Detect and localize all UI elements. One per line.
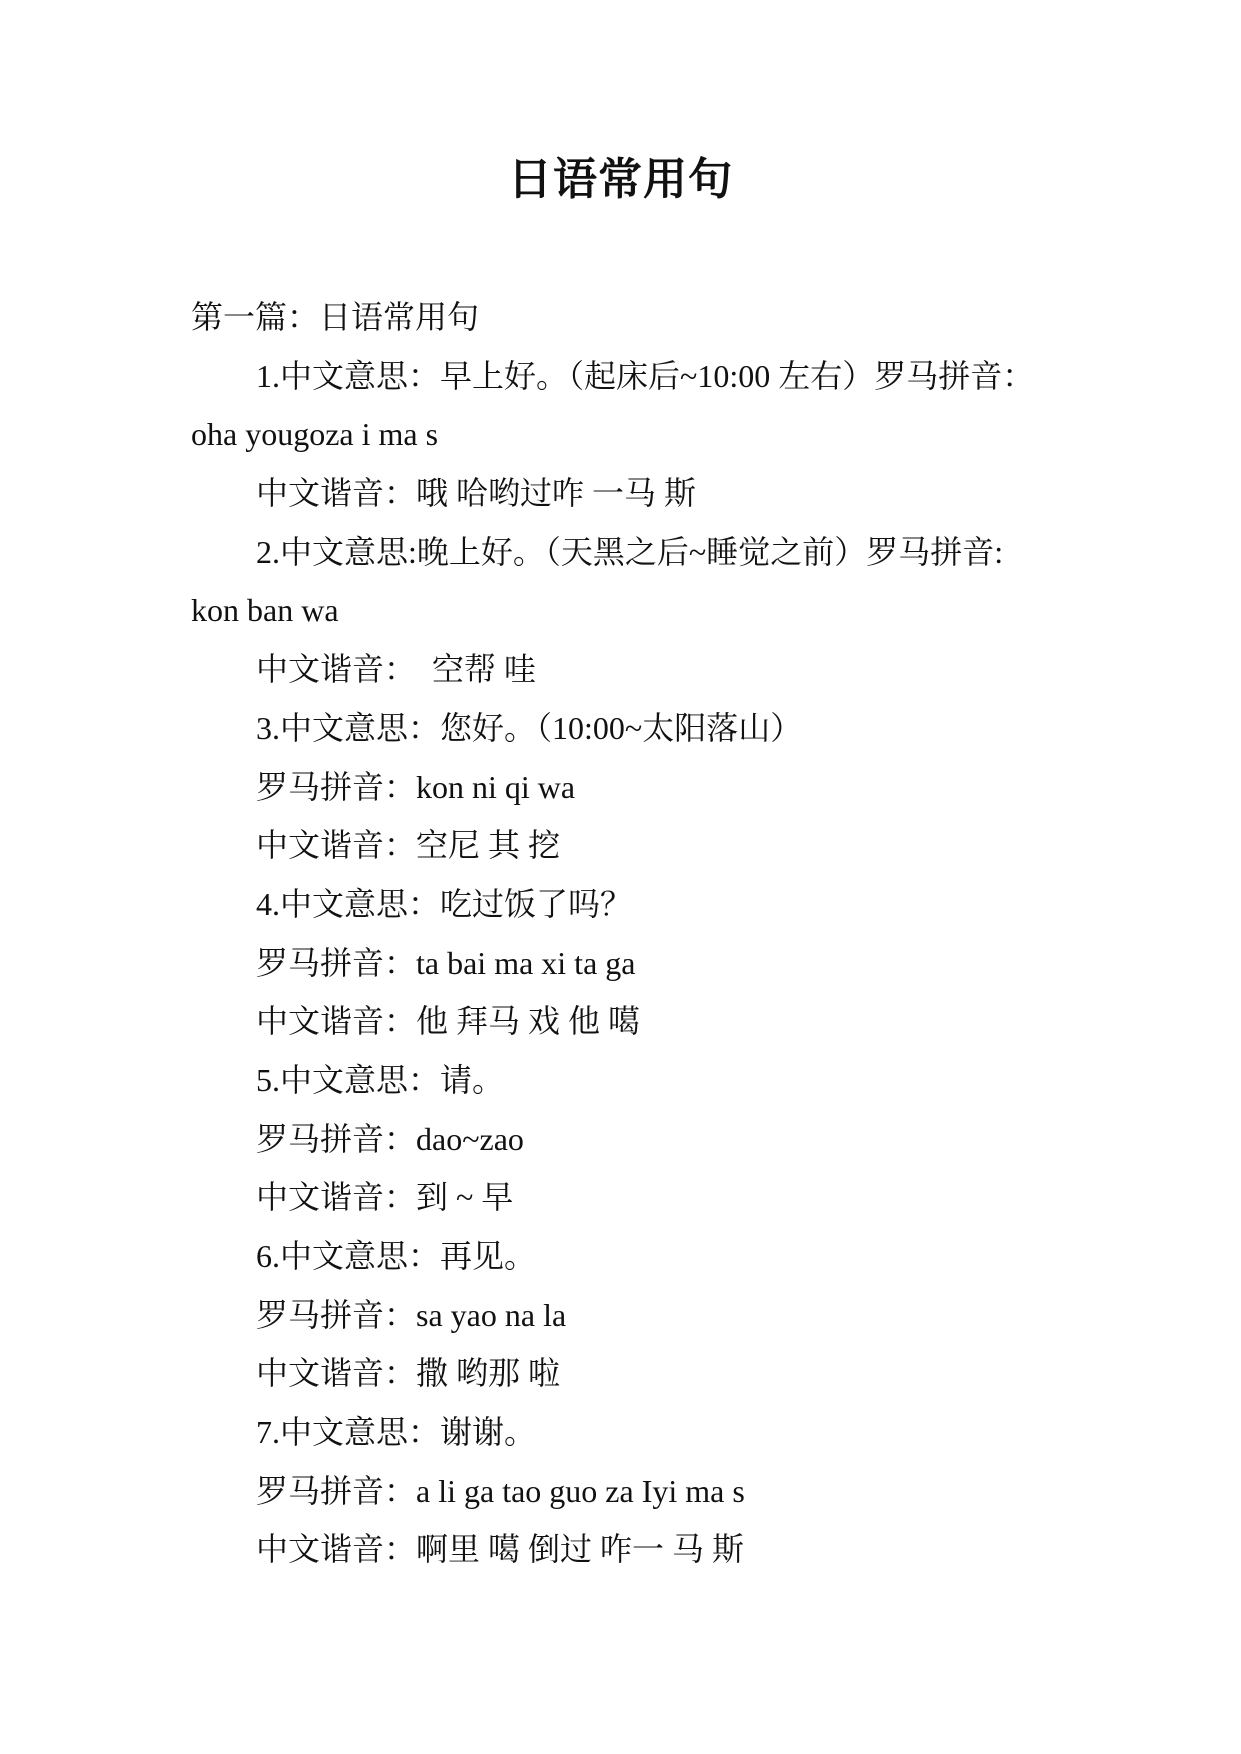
item-7-homophone: 中文谐音：啊里 噶 倒过 咋一 马 斯 bbox=[256, 1531, 745, 1568]
item-2-meaning: 2.中文意思:晚上好。（天黑之后~睡觉之前）罗马拼音: bbox=[256, 533, 1004, 570]
item-3-homophone: 中文谐音：空尼 其 挖 bbox=[256, 827, 561, 864]
item-1-romaji: oha yougoza i ma s bbox=[191, 416, 439, 453]
item-6-homophone: 中文谐音：撒 哟那 啦 bbox=[256, 1355, 561, 1392]
item-2-homophone: 中文谐音： 空帮 哇 bbox=[256, 651, 537, 688]
item-1-meaning: 1.中文意思：早上好。（起床后~10:00 左右）罗马拼音： bbox=[256, 357, 1035, 394]
item-7-romaji: 罗马拼音：a li ga tao guo za Iyi ma s bbox=[256, 1472, 745, 1509]
item-4-romaji: 罗马拼音：ta bai ma xi ta ga bbox=[256, 944, 636, 981]
item-5-romaji: 罗马拼音：dao~zao bbox=[256, 1120, 524, 1157]
item-4-homophone: 中文谐音：他 拜马 戏 他 噶 bbox=[256, 1003, 641, 1040]
item-5-homophone: 中文谐音：到 ~ 早 bbox=[256, 1179, 514, 1216]
item-3-romaji: 罗马拼音：kon ni qi wa bbox=[256, 768, 576, 805]
item-6-romaji: 罗马拼音：sa yao na la bbox=[256, 1296, 567, 1333]
item-5-meaning: 5.中文意思：请。 bbox=[256, 1061, 505, 1098]
document-body bbox=[191, 288, 1191, 1579]
section-heading: 第一篇：日语常用句 bbox=[191, 299, 480, 335]
item-1-homophone: 中文谐音：哦 哈哟过咋 一马 斯 bbox=[256, 475, 697, 512]
item-7-meaning: 7.中文意思：谢谢。 bbox=[256, 1414, 537, 1451]
page-title: 日语常用句 bbox=[508, 155, 733, 204]
item-3-meaning: 3.中文意思：您好。（10:00~太阳落山） bbox=[256, 709, 803, 746]
item-2-romaji: kon ban wa bbox=[191, 592, 339, 629]
item-4-meaning: 4.中文意思：吃过饭了吗？ bbox=[256, 885, 633, 922]
item-6-meaning: 6.中文意思：再见。 bbox=[256, 1238, 537, 1274]
